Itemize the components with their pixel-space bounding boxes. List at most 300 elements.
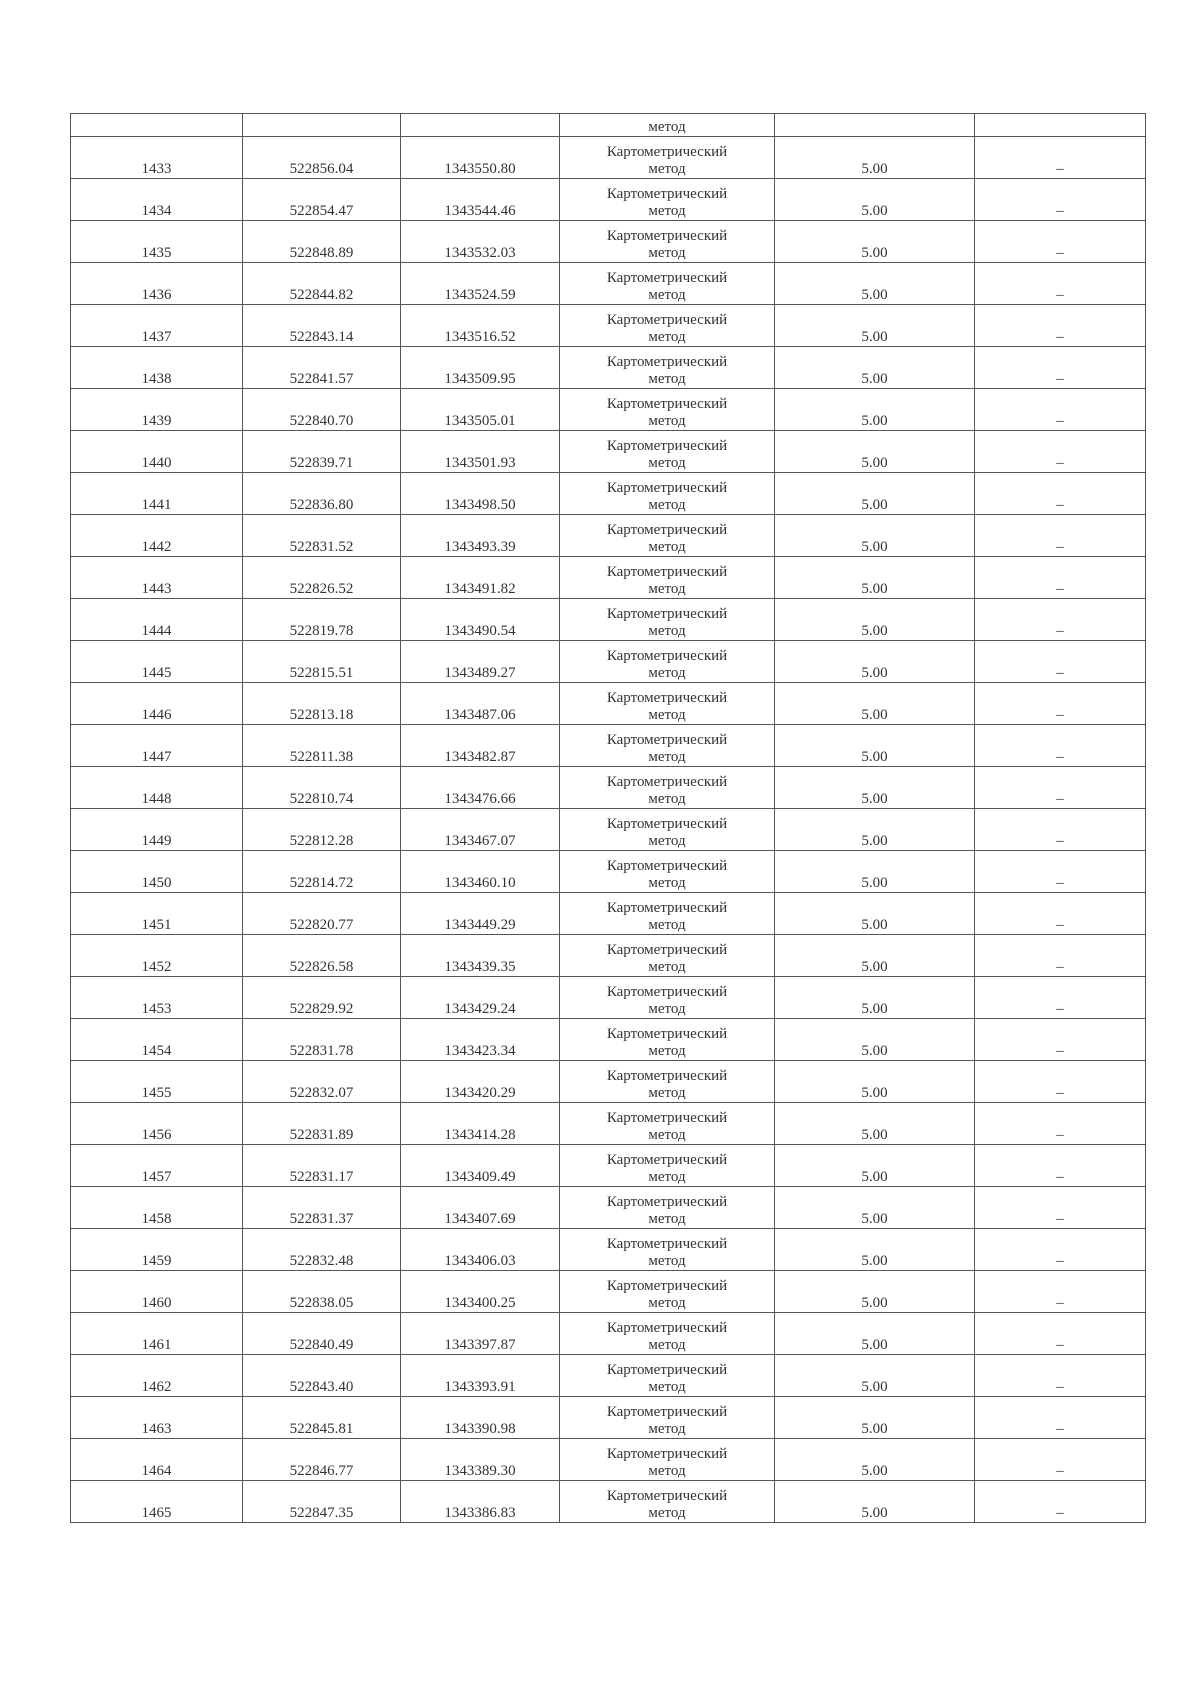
table-row <box>71 809 1146 851</box>
note-value: – <box>975 1481 1146 1523</box>
method-cell <box>560 599 775 641</box>
point-number: 1458 <box>71 1187 243 1229</box>
accuracy-value: 5.00 <box>775 851 975 893</box>
x-coordinate: 522831.52 <box>243 515 401 557</box>
method-cell <box>560 305 775 347</box>
accuracy-value: 5.00 <box>775 1061 975 1103</box>
method-cell <box>560 1481 775 1523</box>
y-coordinate: 1343491.82 <box>401 557 560 599</box>
y-coordinate: 1343406.03 <box>401 1229 560 1271</box>
point-number: 1461 <box>71 1313 243 1355</box>
x-coordinate: 522844.82 <box>243 263 401 305</box>
method-line2: метод <box>648 1295 686 1311</box>
method-line1: Картометрический <box>606 144 728 160</box>
method-cell <box>560 347 775 389</box>
note-value: – <box>975 641 1146 683</box>
x-coordinate: 522848.89 <box>243 221 401 263</box>
method-line2: метод <box>648 707 686 723</box>
method-line1: Картометрический <box>606 1110 728 1126</box>
accuracy-value: 5.00 <box>775 809 975 851</box>
y-coordinate: 1343407.69 <box>401 1187 560 1229</box>
method-line2: метод <box>648 1505 686 1521</box>
note-value: – <box>975 347 1146 389</box>
table-row <box>71 347 1146 389</box>
accuracy-value: 5.00 <box>775 1229 975 1271</box>
document-page <box>70 113 1145 1523</box>
point-number: 1463 <box>71 1397 243 1439</box>
accuracy-value: 5.00 <box>775 347 975 389</box>
table-row <box>71 137 1146 179</box>
method-line2: метод <box>648 245 686 261</box>
accuracy-value: 5.00 <box>775 473 975 515</box>
y-coordinate: 1343460.10 <box>401 851 560 893</box>
x-coordinate: 522839.71 <box>243 431 401 473</box>
note-value: – <box>975 809 1146 851</box>
method-line1: Картометрический <box>606 522 728 538</box>
accuracy-value: 5.00 <box>775 1313 975 1355</box>
method-tail-text: метод <box>648 119 686 135</box>
table-row <box>71 473 1146 515</box>
method-line1: Картометрический <box>606 984 728 1000</box>
point-number: 1462 <box>71 1355 243 1397</box>
y-coordinate: 1343550.80 <box>401 137 560 179</box>
method-line2: метод <box>648 413 686 429</box>
table-row <box>71 1439 1146 1481</box>
y-coordinate: 1343482.87 <box>401 725 560 767</box>
note-value: – <box>975 263 1146 305</box>
point-cell <box>71 114 243 137</box>
note-cell <box>975 114 1146 137</box>
accuracy-value: 5.00 <box>775 1481 975 1523</box>
method-cell <box>560 557 775 599</box>
x-coordinate: 522831.89 <box>243 1103 401 1145</box>
method-line2: метод <box>648 455 686 471</box>
method-line2: метод <box>648 749 686 765</box>
table-row <box>71 1229 1146 1271</box>
table-row <box>71 1397 1146 1439</box>
method-line1: Картометрический <box>606 816 728 832</box>
y-coordinate: 1343390.98 <box>401 1397 560 1439</box>
method-line2: метод <box>648 1337 686 1353</box>
point-number: 1455 <box>71 1061 243 1103</box>
accuracy-value: 5.00 <box>775 725 975 767</box>
method-cell <box>560 641 775 683</box>
y-coordinate: 1343501.93 <box>401 431 560 473</box>
x-coordinate: 522810.74 <box>243 767 401 809</box>
point-number: 1445 <box>71 641 243 683</box>
method-line2: метод <box>648 917 686 933</box>
x-coordinate: 522812.28 <box>243 809 401 851</box>
table-row <box>71 851 1146 893</box>
method-line1: Картометрический <box>606 900 728 916</box>
note-value: – <box>975 977 1146 1019</box>
x-coordinate: 522838.05 <box>243 1271 401 1313</box>
table-row <box>71 515 1146 557</box>
accuracy-value: 5.00 <box>775 263 975 305</box>
method-line1: Картометрический <box>606 186 728 202</box>
y-coordinate: 1343429.24 <box>401 977 560 1019</box>
method-line2: метод <box>648 497 686 513</box>
x-coordinate: 522826.58 <box>243 935 401 977</box>
method-cell <box>560 935 775 977</box>
table-row <box>71 1187 1146 1229</box>
method-line2: метод <box>648 1211 686 1227</box>
method-line2: метод <box>648 1043 686 1059</box>
x-coordinate: 522814.72 <box>243 851 401 893</box>
point-number: 1434 <box>71 179 243 221</box>
x-coordinate: 522831.37 <box>243 1187 401 1229</box>
note-value: – <box>975 1271 1146 1313</box>
y-coordinate: 1343489.27 <box>401 641 560 683</box>
note-value: – <box>975 1061 1146 1103</box>
x-coordinate: 522843.40 <box>243 1355 401 1397</box>
method-line1: Картометрический <box>606 354 728 370</box>
x-coordinate: 522841.57 <box>243 347 401 389</box>
continuation-row <box>71 114 1146 137</box>
method-cell <box>560 725 775 767</box>
method-cell <box>560 683 775 725</box>
note-value: – <box>975 767 1146 809</box>
x-coordinate: 522840.49 <box>243 1313 401 1355</box>
method-cell <box>560 473 775 515</box>
method-line1: Картометрический <box>606 858 728 874</box>
table-row <box>71 1019 1146 1061</box>
table-row <box>71 263 1146 305</box>
method-cell <box>560 1355 775 1397</box>
method-line2: метод <box>648 203 686 219</box>
x-coordinate: 522815.51 <box>243 641 401 683</box>
method-line1: Картометрический <box>606 1320 728 1336</box>
note-value: – <box>975 389 1146 431</box>
y-coordinate: 1343439.35 <box>401 935 560 977</box>
point-number: 1450 <box>71 851 243 893</box>
point-number: 1449 <box>71 809 243 851</box>
method-line1: Картометрический <box>606 1236 728 1252</box>
accuracy-value: 5.00 <box>775 1397 975 1439</box>
method-line1: Картометрический <box>606 1068 728 1084</box>
method-line2: метод <box>648 959 686 975</box>
y-coordinate: 1343516.52 <box>401 305 560 347</box>
point-number: 1453 <box>71 977 243 1019</box>
method-cell <box>560 767 775 809</box>
note-value: – <box>975 137 1146 179</box>
method-cell <box>560 1271 775 1313</box>
method-line2: метод <box>648 833 686 849</box>
method-cell <box>560 851 775 893</box>
note-value: – <box>975 851 1146 893</box>
point-number: 1436 <box>71 263 243 305</box>
coordinates-table-body <box>71 114 1146 1523</box>
point-number: 1443 <box>71 557 243 599</box>
method-cell <box>560 809 775 851</box>
table-row <box>71 431 1146 473</box>
x-coordinate: 522840.70 <box>243 389 401 431</box>
point-number: 1435 <box>71 221 243 263</box>
note-value: – <box>975 305 1146 347</box>
method-cell <box>560 263 775 305</box>
method-line1: Картометрический <box>606 480 728 496</box>
method-line2: метод <box>648 665 686 681</box>
method-line1: Картометрический <box>606 1488 728 1504</box>
table-row <box>71 305 1146 347</box>
table-row <box>71 557 1146 599</box>
x-coordinate: 522813.18 <box>243 683 401 725</box>
y-coordinate: 1343524.59 <box>401 263 560 305</box>
x-coordinate: 522831.78 <box>243 1019 401 1061</box>
method-line1: Картометрический <box>606 312 728 328</box>
method-cell <box>560 1439 775 1481</box>
note-value: – <box>975 1145 1146 1187</box>
method-line1: Картометрический <box>606 564 728 580</box>
method-cell <box>560 1145 775 1187</box>
method-line2: метод <box>648 1379 686 1395</box>
point-number: 1454 <box>71 1019 243 1061</box>
x-cell <box>243 114 401 137</box>
accuracy-value: 5.00 <box>775 1019 975 1061</box>
method-line1: Картометрический <box>606 774 728 790</box>
y-coordinate: 1343420.29 <box>401 1061 560 1103</box>
y-coordinate: 1343476.66 <box>401 767 560 809</box>
note-value: – <box>975 935 1146 977</box>
table-row <box>71 1481 1146 1523</box>
point-number: 1456 <box>71 1103 243 1145</box>
y-coordinate: 1343487.06 <box>401 683 560 725</box>
note-value: – <box>975 1187 1146 1229</box>
accuracy-value: 5.00 <box>775 935 975 977</box>
x-coordinate: 522832.48 <box>243 1229 401 1271</box>
y-coordinate: 1343393.91 <box>401 1355 560 1397</box>
y-coordinate: 1343505.01 <box>401 389 560 431</box>
accuracy-value: 5.00 <box>775 557 975 599</box>
table-row <box>71 1271 1146 1313</box>
method-line1: Картометрический <box>606 648 728 664</box>
x-coordinate: 522832.07 <box>243 1061 401 1103</box>
y-coordinate: 1343414.28 <box>401 1103 560 1145</box>
method-line1: Картометрический <box>606 1152 728 1168</box>
table-row <box>71 221 1146 263</box>
point-number: 1438 <box>71 347 243 389</box>
note-value: – <box>975 893 1146 935</box>
y-coordinate: 1343409.49 <box>401 1145 560 1187</box>
point-number: 1465 <box>71 1481 243 1523</box>
method-line1: Картометрический <box>606 1446 728 1462</box>
table-row <box>71 599 1146 641</box>
accuracy-value: 5.00 <box>775 515 975 557</box>
method-line2: метод <box>648 371 686 387</box>
method-cell <box>560 179 775 221</box>
method-line1: Картометрический <box>606 942 728 958</box>
method-line1: Картометрический <box>606 270 728 286</box>
method-cell <box>560 893 775 935</box>
point-number: 1433 <box>71 137 243 179</box>
x-coordinate: 522845.81 <box>243 1397 401 1439</box>
y-coordinate: 1343532.03 <box>401 221 560 263</box>
method-cell <box>560 114 775 137</box>
method-cell <box>560 431 775 473</box>
point-number: 1459 <box>71 1229 243 1271</box>
method-cell <box>560 1019 775 1061</box>
table-row <box>71 977 1146 1019</box>
method-line1: Картометрический <box>606 1362 728 1378</box>
method-line2: метод <box>648 1169 686 1185</box>
point-number: 1447 <box>71 725 243 767</box>
x-coordinate: 522811.38 <box>243 725 401 767</box>
method-line2: метод <box>648 1253 686 1269</box>
y-coordinate: 1343386.83 <box>401 1481 560 1523</box>
point-number: 1448 <box>71 767 243 809</box>
method-cell <box>560 1229 775 1271</box>
note-value: – <box>975 1019 1146 1061</box>
y-cell <box>401 114 560 137</box>
method-line2: метод <box>648 329 686 345</box>
note-value: – <box>975 473 1146 515</box>
y-coordinate: 1343423.34 <box>401 1019 560 1061</box>
method-line1: Картометрический <box>606 1026 728 1042</box>
table-row <box>71 893 1146 935</box>
note-value: – <box>975 1355 1146 1397</box>
y-coordinate: 1343493.39 <box>401 515 560 557</box>
method-cell <box>560 1103 775 1145</box>
method-line1: Картометрический <box>606 732 728 748</box>
y-coordinate: 1343490.54 <box>401 599 560 641</box>
point-number: 1437 <box>71 305 243 347</box>
table-row <box>71 389 1146 431</box>
method-cell <box>560 1061 775 1103</box>
point-number: 1441 <box>71 473 243 515</box>
accuracy-value: 5.00 <box>775 1187 975 1229</box>
point-number: 1451 <box>71 893 243 935</box>
accuracy-value: 5.00 <box>775 137 975 179</box>
method-line1: Картометрический <box>606 1194 728 1210</box>
point-number: 1460 <box>71 1271 243 1313</box>
point-number: 1442 <box>71 515 243 557</box>
method-cell <box>560 1397 775 1439</box>
method-line2: метод <box>648 539 686 555</box>
point-number: 1440 <box>71 431 243 473</box>
x-coordinate: 522829.92 <box>243 977 401 1019</box>
accuracy-value: 5.00 <box>775 977 975 1019</box>
y-coordinate: 1343509.95 <box>401 347 560 389</box>
method-cell <box>560 137 775 179</box>
method-line2: метод <box>648 875 686 891</box>
accuracy-value: 5.00 <box>775 1271 975 1313</box>
y-coordinate: 1343397.87 <box>401 1313 560 1355</box>
y-coordinate: 1343389.30 <box>401 1439 560 1481</box>
method-line2: метод <box>648 1421 686 1437</box>
note-value: – <box>975 1229 1146 1271</box>
y-coordinate: 1343400.25 <box>401 1271 560 1313</box>
x-coordinate: 522819.78 <box>243 599 401 641</box>
table-row <box>71 725 1146 767</box>
accuracy-value: 5.00 <box>775 599 975 641</box>
note-value: – <box>975 1439 1146 1481</box>
method-cell <box>560 977 775 1019</box>
table-row <box>71 1061 1146 1103</box>
point-number: 1439 <box>71 389 243 431</box>
note-value: – <box>975 557 1146 599</box>
accuracy-value: 5.00 <box>775 179 975 221</box>
method-line2: метод <box>648 1001 686 1017</box>
note-value: – <box>975 221 1146 263</box>
accuracy-value: 5.00 <box>775 221 975 263</box>
accuracy-cell <box>775 114 975 137</box>
method-line1: Картометрический <box>606 438 728 454</box>
method-line2: метод <box>648 1463 686 1479</box>
note-value: – <box>975 1397 1146 1439</box>
x-coordinate: 522836.80 <box>243 473 401 515</box>
x-coordinate: 522846.77 <box>243 1439 401 1481</box>
accuracy-value: 5.00 <box>775 1439 975 1481</box>
method-line2: метод <box>648 1085 686 1101</box>
table-row <box>71 1145 1146 1187</box>
y-coordinate: 1343467.07 <box>401 809 560 851</box>
x-coordinate: 522826.52 <box>243 557 401 599</box>
accuracy-value: 5.00 <box>775 1355 975 1397</box>
table-row <box>71 683 1146 725</box>
note-value: – <box>975 725 1146 767</box>
method-line1: Картометрический <box>606 228 728 244</box>
method-cell <box>560 515 775 557</box>
accuracy-value: 5.00 <box>775 1145 975 1187</box>
note-value: – <box>975 599 1146 641</box>
point-number: 1446 <box>71 683 243 725</box>
method-cell <box>560 1313 775 1355</box>
note-value: – <box>975 515 1146 557</box>
point-number: 1457 <box>71 1145 243 1187</box>
table-row <box>71 641 1146 683</box>
table-row <box>71 1355 1146 1397</box>
method-line2: метод <box>648 287 686 303</box>
method-line1: Картометрический <box>606 396 728 412</box>
method-line2: метод <box>648 791 686 807</box>
x-coordinate: 522856.04 <box>243 137 401 179</box>
method-line2: метод <box>648 581 686 597</box>
accuracy-value: 5.00 <box>775 893 975 935</box>
method-line1: Картометрический <box>606 690 728 706</box>
x-coordinate: 522820.77 <box>243 893 401 935</box>
table-row <box>71 767 1146 809</box>
x-coordinate: 522854.47 <box>243 179 401 221</box>
note-value: – <box>975 1103 1146 1145</box>
accuracy-value: 5.00 <box>775 641 975 683</box>
method-line1: Картометрический <box>606 606 728 622</box>
method-line2: метод <box>648 623 686 639</box>
y-coordinate: 1343498.50 <box>401 473 560 515</box>
method-line1: Картометрический <box>606 1404 728 1420</box>
table-row <box>71 179 1146 221</box>
accuracy-value: 5.00 <box>775 389 975 431</box>
y-coordinate: 1343449.29 <box>401 893 560 935</box>
x-coordinate: 522843.14 <box>243 305 401 347</box>
y-coordinate: 1343544.46 <box>401 179 560 221</box>
accuracy-value: 5.00 <box>775 1103 975 1145</box>
point-number: 1452 <box>71 935 243 977</box>
method-cell <box>560 1187 775 1229</box>
note-value: – <box>975 431 1146 473</box>
coordinates-table <box>70 113 1146 1523</box>
note-value: – <box>975 1313 1146 1355</box>
method-line2: метод <box>648 161 686 177</box>
point-number: 1464 <box>71 1439 243 1481</box>
method-line1: Картометрический <box>606 1278 728 1294</box>
note-value: – <box>975 179 1146 221</box>
accuracy-value: 5.00 <box>775 431 975 473</box>
accuracy-value: 5.00 <box>775 305 975 347</box>
accuracy-value: 5.00 <box>775 683 975 725</box>
x-coordinate: 522831.17 <box>243 1145 401 1187</box>
table-row <box>71 1103 1146 1145</box>
method-line2: метод <box>648 1127 686 1143</box>
